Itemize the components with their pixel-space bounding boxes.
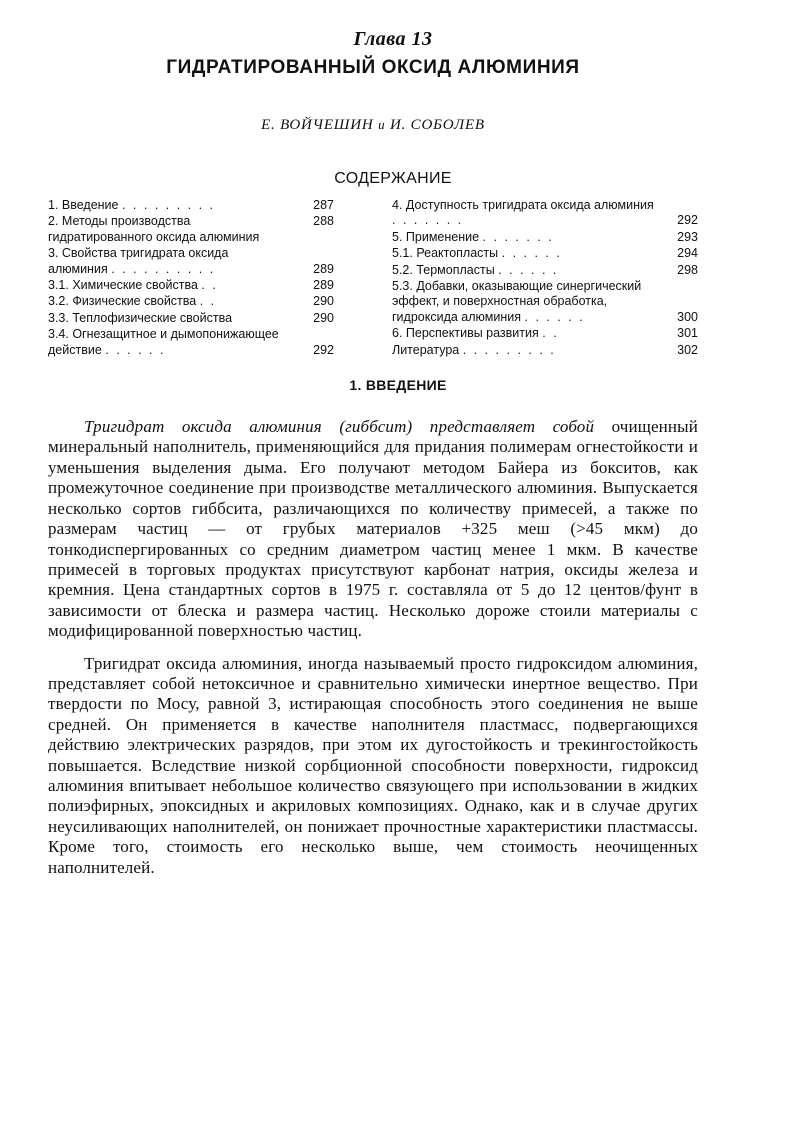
toc-entry-text: 3.2. Физические свойства xyxy=(48,294,197,309)
toc-leader-dots: . . . . . . xyxy=(498,262,559,277)
toc-entry-text: 5.1. Реактопласты xyxy=(392,246,499,261)
toc-entry xyxy=(392,326,698,341)
toc-entry xyxy=(48,246,334,277)
author-1: Е. ВОЙЧЕШИН xyxy=(261,117,374,133)
authors-line xyxy=(48,117,698,134)
author-2: И. СОБОЛЕВ xyxy=(389,117,485,133)
paragraph-1-lead: Тригидрат оксида алюминия (гиббсит) представляет собой xyxy=(84,417,595,437)
toc-leader-dots: . . . . . . . . . xyxy=(462,342,556,357)
toc-entry xyxy=(392,230,698,245)
toc-leader-dots: . . xyxy=(199,294,217,309)
toc-entry xyxy=(48,311,334,326)
author-separator: и xyxy=(378,117,386,132)
toc-page-number: 290 xyxy=(313,310,334,325)
toc-entry-text: 6. Перспективы развития xyxy=(392,326,539,341)
toc-leader-dots: . . . . . . . xyxy=(482,229,554,244)
toc-entry-text: 5.3. Добавки, оказывающие синергический эффект, и поверхностная обработка, гидроксида алюминия xyxy=(392,279,642,324)
toc-entry xyxy=(48,198,334,213)
toc-page-number: 298 xyxy=(677,262,698,277)
toc-entry-text: 3. Свойства тригидрата оксида алюминия xyxy=(48,246,229,276)
toc-entry xyxy=(392,198,698,229)
toc-entry-text: 3.3. Теплофизические свойства xyxy=(48,310,233,325)
toc-page-number: 294 xyxy=(677,246,698,261)
chapter-number: Глава 13 xyxy=(353,28,433,50)
toc-entry xyxy=(392,246,698,261)
toc-leader-dots: . . . . . . xyxy=(524,309,585,324)
paragraph-1 xyxy=(48,417,698,641)
paragraph-2: Тригидрат оксида алюминия, иногда называемый просто гидроксидом алюминия, представляет собой нетоксичное и сравнительно химически инертное вещество. При твердости по Мосу, равной 3, истирающая способность этого соединения не выше средней. Он применяется в качестве наполнителя пластмасс, подвергающихся действию электрических разрядов, при этом их дугостойкость и трекингостойкость повышается. Вследствие низкой сорбционной способности поверхности, гидроксид алюминия впитывает небольшое количество связующего при использовании в жидких полиэфирных, эпоксидных и акриловых композициях. Однако, как и в случае других неусиливающих наполнителей, он понижает прочностные характеристики пластмассы. Кроме того, стоимость его несколько выше, чем стоимость неочищенных наполнителей. xyxy=(48,653,698,877)
table-of-contents xyxy=(48,198,698,359)
toc-page-number: 293 xyxy=(677,229,698,244)
toc-page-number: 290 xyxy=(313,294,334,309)
toc-leader-dots: . . xyxy=(542,326,559,341)
toc-entry-text: 5.2. Термопласты xyxy=(392,262,495,277)
toc-page-number: 302 xyxy=(677,342,698,357)
toc-right-column xyxy=(392,198,698,359)
toc-page-number: 289 xyxy=(313,261,334,276)
toc-leader-dots: . . . . . . . . . xyxy=(121,198,216,212)
toc-page-number: 287 xyxy=(313,198,334,212)
contents-heading: СОДЕРЖАНИЕ xyxy=(334,170,452,187)
toc-page-number: 300 xyxy=(677,309,698,324)
toc-entry-text: 3.1. Химические свойства xyxy=(48,278,198,293)
toc-page-number: 292 xyxy=(313,342,334,357)
toc-entry xyxy=(48,214,334,245)
toc-entry xyxy=(392,263,698,278)
section-heading: 1. ВВЕДЕНИЕ xyxy=(349,377,447,394)
toc-page-number: 289 xyxy=(313,278,334,293)
toc-entry-text: 5. Применение xyxy=(392,229,480,244)
paragraph-1-body: очищенный минеральный наполнитель, применяющийся для придания полимерам огнестойкости и уменьшения выделения дыма. Его получают методом Байера из бокситов, как промежуточное соединение при производстве металлического алюминия. Выпускается несколько сортов гиббсита, различающихся по количеству примесей, а также по размерам частиц — от грубых материалов +325 меш (>45 мкм) до тонкодиспергированных со средним диаметром частиц менее 1 мкм. В качестве примесей в торговых продуктах присутствуют карбонат натрия, оксиды железа и кремния. Цена стандартных сортов в 1975 г. составляла от 5 до 12 центов/фунт в зависимости от блеска и размера частиц. Несколько дороже стоили материалы с модифицированной поверхностью частиц. xyxy=(48,417,698,641)
toc-page-number: 292 xyxy=(677,213,698,228)
toc-entry-text: 3.4. Огнезащитное и дымопонижающее действие xyxy=(48,327,279,357)
toc-entry-text: 2. Методы производства гидратированного оксида алюминия xyxy=(48,214,260,244)
toc-entry xyxy=(48,294,334,309)
toc-entry xyxy=(392,279,698,325)
toc-entry xyxy=(48,278,334,293)
toc-entry-text: 4. Доступность тригидрата оксида алюминия xyxy=(392,198,654,212)
toc-page-number: 288 xyxy=(313,214,334,229)
toc-entry xyxy=(48,327,334,358)
toc-entry-text: Литература xyxy=(392,342,460,357)
toc-leader-dots: . . . . . . . xyxy=(392,213,464,228)
chapter-title: ГИДРАТИРОВАННЫЙ ОКСИД АЛЮМИНИЯ xyxy=(166,57,580,78)
toc-entry xyxy=(392,343,698,358)
toc-leader-dots: . . xyxy=(201,278,218,293)
toc-entry-text: 1. Введение xyxy=(48,198,119,212)
book-page xyxy=(48,28,698,878)
toc-leader-dots: . . . . . . . . . . xyxy=(111,261,216,276)
toc-leader-dots: . . . . . . xyxy=(105,342,166,357)
toc-left-column xyxy=(48,198,334,359)
toc-leader-dots: . . . . . . xyxy=(501,246,562,261)
toc-page-number: 301 xyxy=(677,326,698,341)
